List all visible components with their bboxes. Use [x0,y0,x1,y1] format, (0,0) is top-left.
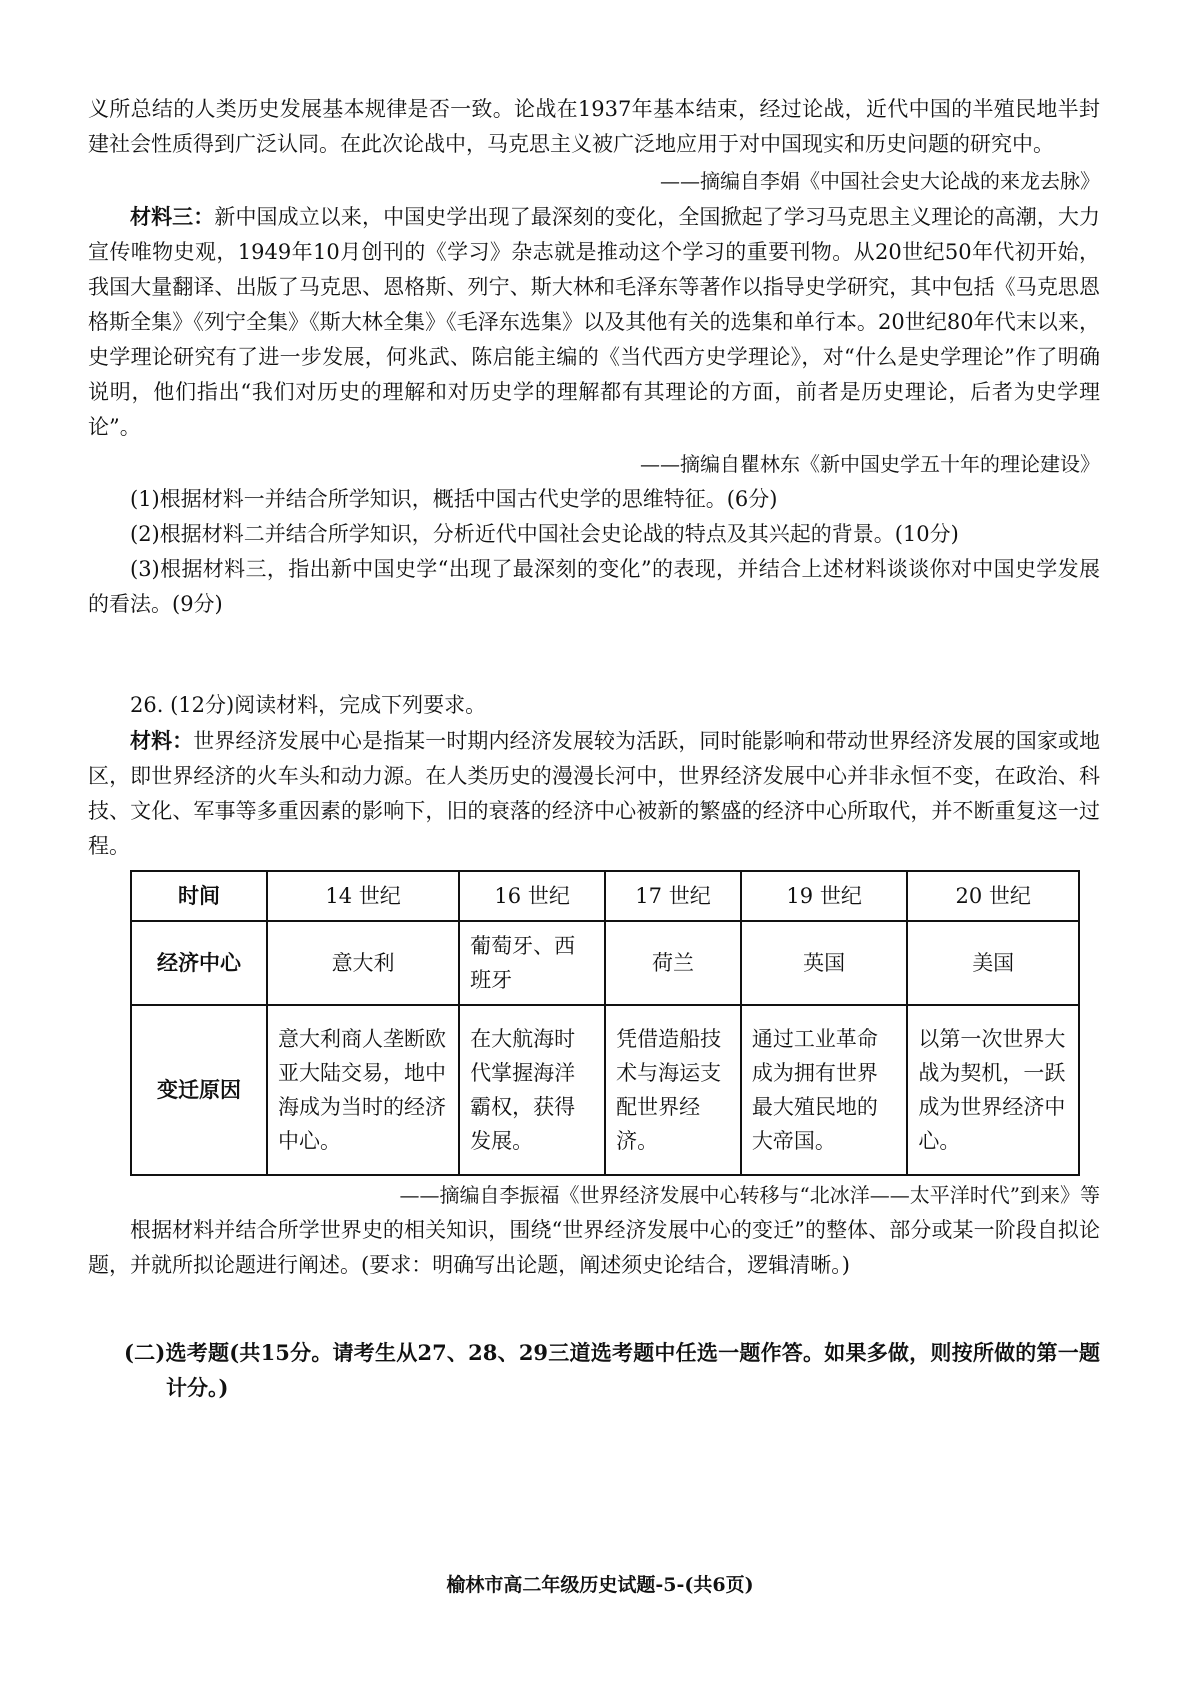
question-26-source: ——摘编自李振福《世界经济发展中心转移与“北冰洋——太平洋时代”到来》等 [399,1183,1100,1207]
table-header-center: 经济中心 [131,921,267,1005]
material-3-source: ——摘编自瞿林东《新中国史学五十年的理论建设》 [640,452,1100,476]
material-2-source: ——摘编自李娟《中国社会史大论战的来龙去脉》 [660,169,1100,193]
table-cell-center: 葡萄牙、西班牙 [459,921,605,1005]
table-cell-period: 16 世纪 [459,871,605,921]
table-cell-period: 14 世纪 [267,871,459,921]
table-row-center [131,921,1079,1005]
table-cell-reason: 以第一次世界大战为契机，一跃成为世界经济中心。 [907,1005,1079,1175]
table-cell-center: 意大利 [267,921,459,1005]
material-3 [88,199,1100,445]
table-row-reason [131,1005,1079,1175]
table-cell-reason: 在大航海时代掌握海洋霸权，获得发展。 [459,1005,605,1175]
table-cell-period: 20 世纪 [907,871,1079,921]
exam-page [88,92,1100,1405]
table-header-reason: 变迁原因 [131,1005,267,1175]
question-26-material [88,723,1100,864]
material-3-text: 新中国成立以来，中国史学出现了最深刻的变化，全国掀起了学习马克思主义理论的高潮，大力宣传唯物史观，1949年10月创刊的《学习》杂志就是推动这个学习的重要刊物。从20世纪50年代初开始，我国大量翻译、出版了马克思、恩格斯、列宁、斯大林和毛泽东等著作以指导史学研究，其中包括《马克思恩格斯全集》《列宁全集》《斯大林全集》《毛泽东选集》以及其他有关的选集和单行本。20世纪80年代末以来，史学理论研究有了进一步发展，何兆武、陈启能主编的《当代西方史学理论》，对“什么是史学理论”作了明确说明，他们指出“我们对历史的理解和对历史学的理解都有其理论的方面，前者是历史理论，后者为史学理论”。 [88,205,1100,439]
table-cell-reason: 意大利商人垄断欧亚大陆交易，地中海成为当时的经济中心。 [267,1005,459,1175]
section-2-instructions: (二)选考题(共15分。请考生从27、28、29三道选考题中任选一题作答。如果多做，则按所做的第一题计分。) [124,1340,1100,1400]
spacer [88,1283,1100,1335]
question-26-material-text: 世界经济发展中心是指某一时期内经济发展较为活跃，同时能影响和带动世界经济发展的国家或地区，即世界经济的火车头和动力源。在人类历史的漫漫长河中，世界经济发展中心并非永恒不变，在政治、科技、文化、军事等多重因素的影响下，旧的衰落的经济中心被新的繁盛的经济中心所取代，并不断重复这一过程。 [88,729,1101,858]
table-cell-reason: 通过工业革命成为拥有世界最大殖民地的大帝国。 [741,1005,908,1175]
material-2-tail: 义所总结的人类历史发展基本规律是否一致。论战在1937年基本结束，经过论战，近代中国的半殖民地半封建社会性质得到广泛认同。在此次论战中，马克思主义被广泛地应用于对中国现实和历史问题的研究中。 [88,97,1100,156]
spacer [88,622,1100,688]
economic-center-table [130,870,1080,1176]
table-cell-center: 荷兰 [605,921,741,1005]
question-26-title: 26. (12分)阅读材料，完成下列要求。 [130,693,487,717]
question-25-2: (2)根据材料二并结合所学知识，分析近代中国社会史论战的特点及其兴起的背景。(10分) [130,522,959,546]
table-header-period: 时间 [131,871,267,921]
material-3-label: 材料三： [130,204,215,229]
question-25-1: (1)根据材料一并结合所学知识，概括中国古代史学的思维特征。(6分) [130,487,778,511]
question-26-material-label: 材料： [130,728,194,753]
table-cell-center: 英国 [741,921,908,1005]
table-cell-center: 美国 [907,921,1079,1005]
table-cell-period: 17 世纪 [605,871,741,921]
table-cell-reason: 凭借造船技术与海运支配世界经济。 [605,1005,741,1175]
question-25-3: (3)根据材料三，指出新中国史学“出现了最深刻的变化”的表现，并结合上述材料谈谈你对中国史学发展的看法。(9分) [88,557,1100,616]
table-row-period [131,871,1079,921]
page-footer: 榆林市高二年级历史试题-5-(共6页) [446,1574,754,1596]
question-26-task: 根据材料并结合所学世界史的相关知识，围绕“世界经济发展中心的变迁”的整体、部分或某一阶段自拟论题，并就所拟论题进行阐述。(要求：明确写出论题，阐述须史论结合，逻辑清晰。) [88,1218,1100,1277]
table-cell-period: 19 世纪 [741,871,908,921]
